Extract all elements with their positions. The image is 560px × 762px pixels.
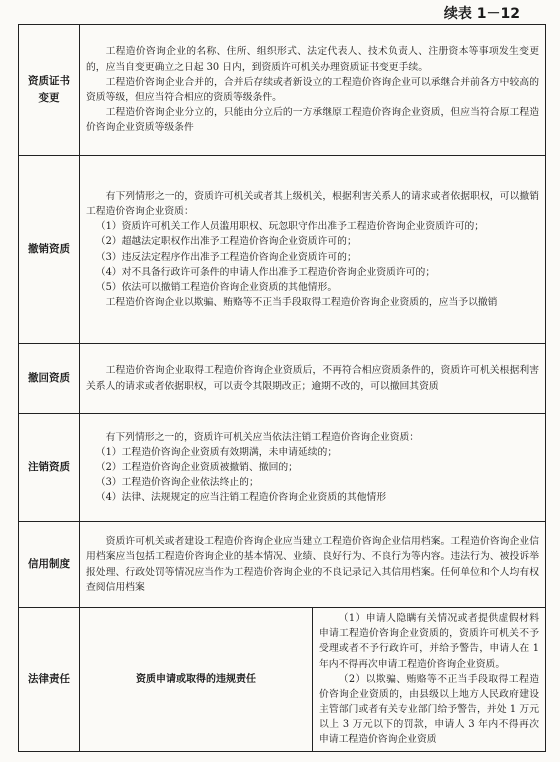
row-content xyxy=(80,344,546,414)
table-row xyxy=(19,25,546,156)
row-label xyxy=(19,344,80,414)
paragraph: 资质许可机关或者建设工程造价咨询企业应当建立工程造价咨询企业信用档案。工程造价咨询企业信用档案应当包括工程造价咨询企业的基本情况、业绩、良好行为、不良行为等内容。违法行为、被投诉举报处理、行政处罚等情况应当作为工程造价咨询企业的不良记录记入其信用档案。任何单位和个人均有权查阅信用档案 xyxy=(86,536,539,593)
list-item: （1）资质许可机关工作人员滥用职权、玩忽职守作出准予工程造价咨询企业资质许可的； xyxy=(95,221,485,233)
list-item: （3）工程造价咨询企业依法终止的； xyxy=(95,477,259,489)
paragraph: 工程造价咨询企业取得工程造价咨询企业资质后，不再符合相应资质条件的，资质许可机关根据利害关系人的请求或者依据职权，可以责令其限期改正；逾期不改的，可以撤回其资质 xyxy=(86,365,539,392)
list-item: （2）超越法定职权作出准予工程造价咨询企业资质许可的； xyxy=(95,236,357,248)
list-item: （4）法律、法规规定的应当注销工程造价咨询企业资质的其他情形 xyxy=(95,492,387,504)
row-content xyxy=(313,608,546,752)
row-label xyxy=(19,522,80,608)
list-item: （2）工程造价咨询企业资质被撤销、撤回的； xyxy=(95,461,298,473)
paragraph: 有下列情形之一的，资质许可机关或者其上级机关，根据利害关系人的请求或者依据职权，可以撤销工程造价咨询企业资质： xyxy=(86,190,539,217)
list-item: （5）依法可以撤销工程造价咨询企业资质的其他情形。 xyxy=(95,281,338,293)
row-label-text: 信用制度 xyxy=(28,558,70,571)
row-content xyxy=(80,156,546,344)
paragraph: （2）以欺骗、贿赂等不正当手段取得工程造价咨询企业资质的，由县级以上地方人民政府建设主管部门或者有关专业部门给予警告，并处 1 万元以上 3 万元以下的罚款，申请人 3 年内不得再次申请工程造价咨询企业资质 xyxy=(319,673,539,746)
table-row xyxy=(19,344,546,414)
paragraph: （1）申请人隐瞒有关情况或者提供虚假材料申请工程造价咨询企业资质的，资质许可机关不予受理或者不予行政许可，并给予警告，申请人在 1 年内不得再次申请工程造价咨询企业资质。 xyxy=(319,613,539,670)
row-label xyxy=(19,156,80,344)
row-label xyxy=(19,25,80,156)
table-row xyxy=(19,522,546,608)
list-item: （1）工程造价咨询企业资质有效期满，未申请延续的； xyxy=(95,446,338,458)
row-content xyxy=(80,414,546,522)
paragraph: 工程造价咨询企业以欺骗、贿赂等不正当手段取得工程造价咨询企业资质的，应当予以撤销 xyxy=(105,297,498,309)
regulation-table xyxy=(18,24,546,752)
paragraph: 工程造价咨询企业的名称、住所、组织形式、法定代表人、技术负责人、注册资本等事项发生变更的，应当自变更确立之日起 30 日内，到资质许可机关办理资质证书变更手续。 xyxy=(86,46,539,73)
row-content xyxy=(80,522,546,608)
row-content xyxy=(80,25,546,156)
row-label-text: 法律责任 xyxy=(28,672,70,685)
row-label xyxy=(19,414,80,522)
row-label xyxy=(19,608,80,752)
table-row xyxy=(19,414,546,522)
row-label-text: 撤销资质 xyxy=(28,243,70,256)
list-item: （3）违反法定程序作出准予工程造价咨询企业资质许可的； xyxy=(95,251,357,263)
row-label-text: 注销资质 xyxy=(28,461,70,474)
row-sublabel xyxy=(80,608,313,752)
row-sublabel-text: 资质申请或取得的违规责任 xyxy=(136,673,256,685)
paragraph: 工程造价咨询企业分立的，只能由分立后的一方承继原工程造价咨询企业资质，但应当符合原工程造价咨询企业资质等级条件 xyxy=(86,107,539,134)
row-label-text: 撤回资质 xyxy=(28,372,70,385)
paragraph: 有下列情形之一的，资质许可机关应当依法注销工程造价咨询企业资质： xyxy=(105,431,420,443)
table-row xyxy=(19,156,546,344)
table-row xyxy=(19,608,546,752)
table-caption: 续表 1－12 xyxy=(443,6,520,22)
list-item: （4）对不具备行政许可条件的申请人作出准予工程造价咨询企业资质许可的； xyxy=(95,266,436,278)
paragraph: 工程造价咨询企业合并的，合并后存续或者新设立的工程造价咨询企业可以承继合并前各方中较高的资质等级，但应当符合相应的资质等级条件。 xyxy=(86,76,539,103)
row-label-text: 资质证书 变更 xyxy=(28,75,70,104)
